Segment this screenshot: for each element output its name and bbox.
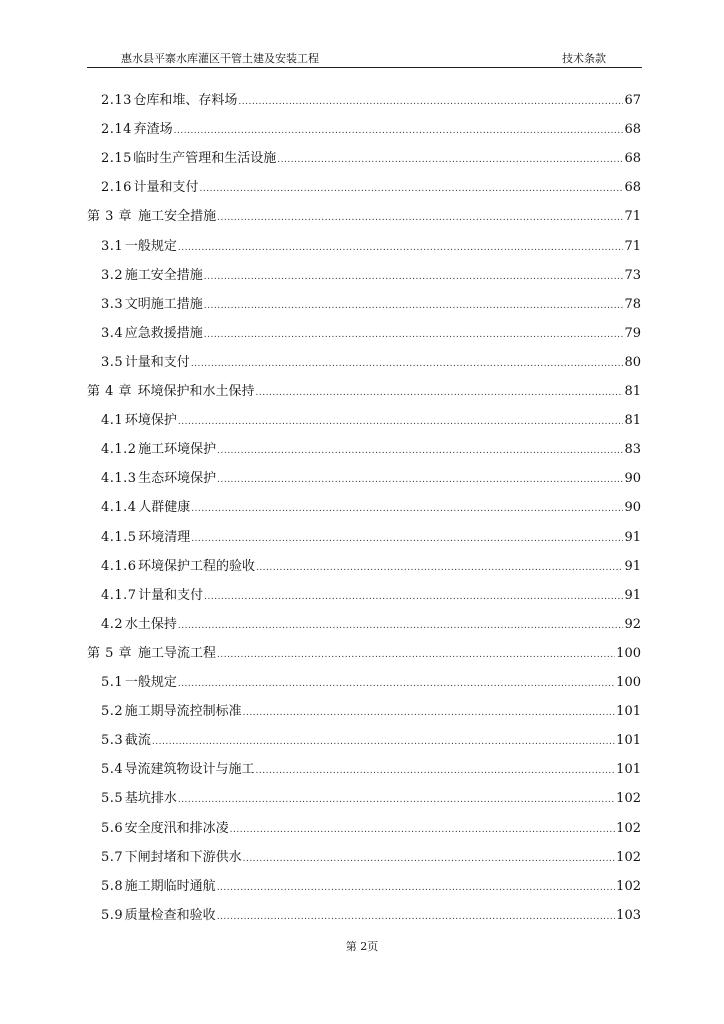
toc-entry-page-number: 100 <box>616 645 641 661</box>
toc-dot-leader <box>204 264 624 290</box>
toc-dot-leader <box>200 176 624 202</box>
toc-entry-title: 环境保护和水土保持 <box>137 384 255 399</box>
toc-section-entry[interactable] <box>101 525 641 551</box>
header-section-title: 技术条款 <box>562 52 606 65</box>
toc-section-entry[interactable] <box>101 350 641 376</box>
toc-entry-number: 5.1 <box>101 675 124 690</box>
toc-entry-title: 施工安全措施 <box>138 209 217 225</box>
toc-entry-page-number: 68 <box>624 180 641 196</box>
toc-entry-page-number: 78 <box>624 296 641 312</box>
toc-entry-number: 第 4 章 <box>87 384 133 399</box>
toc-entry-page-number: 81 <box>624 413 641 429</box>
toc-section-entry[interactable] <box>101 728 641 754</box>
toc-dot-leader <box>178 409 624 435</box>
toc-section-entry[interactable] <box>101 234 641 260</box>
toc-dot-leader <box>230 817 616 843</box>
toc-entry-title: 截流 <box>124 733 151 749</box>
toc-section-entry[interactable] <box>101 117 641 143</box>
header-project-title: 惠水县平寨水库灌区干管土建及安装工程 <box>121 52 319 65</box>
toc-entry-number: 5.9 <box>101 907 124 923</box>
toc-entry-number: 2.16 <box>101 180 132 196</box>
toc-dot-leader <box>191 496 623 522</box>
toc-chapter-entry[interactable] <box>87 641 641 667</box>
toc-section-entry[interactable] <box>101 699 641 725</box>
toc-dot-leader <box>191 526 623 552</box>
toc-entry-page-number: 79 <box>624 325 641 341</box>
toc-entry-number: 3.1 <box>101 238 124 254</box>
toc-dot-leader <box>277 147 623 173</box>
toc-entry-page-number: 91 <box>624 587 641 603</box>
toc-dot-leader <box>217 467 623 493</box>
toc-entry-number: 第 5 章 <box>87 645 133 661</box>
toc-entry-title: 文明施工措施 <box>124 296 203 312</box>
toc-section-entry[interactable] <box>101 88 641 114</box>
toc-entry-page-number: 102 <box>616 849 641 865</box>
toc-entry-title: 生态环境保护 <box>138 471 217 487</box>
toc-entry-page-number: 80 <box>624 354 641 370</box>
toc-dot-leader <box>174 118 624 144</box>
toc-section-entry[interactable] <box>101 292 641 318</box>
toc-entry-title: 环境保护 <box>124 413 177 429</box>
toc-section-entry[interactable] <box>101 554 641 580</box>
toc-entry-title: 导流建筑物设计与施工 <box>124 762 255 778</box>
toc-entry-title: 安全度汛和排冰凌 <box>124 820 229 836</box>
toc-entry-page-number: 101 <box>616 704 641 720</box>
toc-entry-number: 3.4 <box>101 325 124 341</box>
toc-entry-page-number: 102 <box>616 791 641 807</box>
toc-chapter-entry[interactable] <box>87 204 641 230</box>
toc-entry-number: 3.3 <box>101 296 124 312</box>
toc-entry-number: 3.5 <box>101 354 124 370</box>
toc-section-entry[interactable] <box>101 146 641 172</box>
toc-entry-page-number: 67 <box>624 93 641 108</box>
toc-entry-page-number: 103 <box>616 907 641 923</box>
toc-entry-title: 施工期临时通航 <box>124 878 216 894</box>
toc-section-entry[interactable] <box>101 757 641 783</box>
toc-section-entry[interactable] <box>101 437 641 463</box>
toc-section-entry[interactable] <box>101 816 641 842</box>
toc-entry-page-number: 68 <box>624 151 641 167</box>
toc-entry-title: 一般规定 <box>124 238 177 254</box>
toc-entry-number: 3.2 <box>101 267 124 283</box>
toc-entry-page-number: 91 <box>624 558 641 574</box>
toc-entry-page-number: 92 <box>624 616 641 632</box>
toc-dot-leader <box>238 89 623 115</box>
toc-section-entry[interactable] <box>101 263 641 289</box>
toc-entry-title: 临时生产管理和生活设施 <box>133 151 277 167</box>
toc-entry-title: 环境保护工程的验收 <box>137 558 255 574</box>
toc-entry-number: 5.8 <box>101 878 124 894</box>
toc-section-entry[interactable] <box>101 408 641 434</box>
toc-dot-leader <box>204 584 623 610</box>
toc-dot-leader <box>217 904 615 930</box>
toc-entry-title: 质量检查和验收 <box>124 907 216 923</box>
toc-section-entry[interactable] <box>101 786 641 812</box>
page-header <box>87 52 642 68</box>
toc-entry-title: 计量和支付 <box>138 587 204 603</box>
toc-entry-page-number: 91 <box>624 529 641 545</box>
toc-dot-leader <box>191 351 624 377</box>
toc-dot-leader <box>256 758 616 784</box>
toc-dot-leader <box>243 846 616 872</box>
toc-entry-title: 计量和支付 <box>133 180 199 196</box>
toc-section-entry[interactable] <box>101 845 641 871</box>
toc-dot-leader <box>178 671 615 697</box>
toc-entry-title: 施工安全措施 <box>124 267 203 283</box>
toc-entry-number: 5.3 <box>101 733 124 749</box>
toc-dot-leader <box>204 322 624 348</box>
toc-entry-title: 下闸封堵和下游供水 <box>124 849 242 865</box>
toc-dot-leader <box>217 642 615 668</box>
toc-entry-number: 第 3 章 <box>87 209 133 225</box>
toc-dot-leader <box>178 787 615 813</box>
toc-entry-title: 计量和支付 <box>124 354 190 370</box>
toc-entry-number: 4.2 <box>101 616 124 632</box>
toc-section-entry[interactable] <box>101 903 641 929</box>
toc-entry-title: 一般规定 <box>124 675 177 690</box>
toc-section-entry[interactable] <box>101 874 641 900</box>
toc-entry-page-number: 101 <box>616 762 641 778</box>
toc-entry-page-number: 90 <box>624 500 641 516</box>
toc-section-entry[interactable] <box>101 612 641 638</box>
toc-entry-title: 弃渣场 <box>133 122 173 138</box>
toc-entry-number: 4.1.6 <box>101 558 137 574</box>
toc-entry-title: 水土保持 <box>124 616 177 632</box>
toc-section-entry[interactable] <box>101 495 641 521</box>
header-divider <box>87 67 642 68</box>
toc-dot-leader <box>152 729 615 755</box>
toc-entry-number: 5.6 <box>101 820 124 836</box>
toc-entry-title: 基坑排水 <box>124 791 177 807</box>
toc-entry-number: 5.5 <box>101 791 124 807</box>
toc-section-entry[interactable] <box>101 175 641 201</box>
toc-entry-title: 环境清理 <box>138 529 191 545</box>
toc-entry-title: 施工导流工程 <box>137 645 216 661</box>
toc-section-entry[interactable] <box>101 466 641 492</box>
toc-section-entry[interactable] <box>101 583 641 609</box>
toc-entry-page-number: 83 <box>624 442 641 458</box>
toc-entry-page-number: 102 <box>616 878 641 894</box>
toc-entry-page-number: 68 <box>624 122 641 138</box>
toc-entry-page-number: 81 <box>624 384 641 399</box>
toc-dot-leader <box>217 205 623 231</box>
toc-entry-page-number: 71 <box>624 238 641 254</box>
toc-entry-number: 4.1 <box>101 413 124 429</box>
toc-entry-page-number: 71 <box>624 209 641 225</box>
toc-entry-title: 应急救援措施 <box>124 325 203 341</box>
toc-entry-page-number: 101 <box>616 733 641 749</box>
toc-dot-leader <box>256 555 624 581</box>
toc-dot-leader <box>243 700 616 726</box>
toc-entry-page-number: 102 <box>616 820 641 836</box>
toc-entry-number: 2.13 <box>101 93 132 108</box>
page-footer <box>0 940 724 954</box>
toc-entry-number: 4.1.2 <box>101 442 137 458</box>
toc-dot-leader <box>178 613 624 639</box>
toc-entry-number: 5.2 <box>101 704 124 720</box>
toc-entry-number: 5.7 <box>101 849 124 865</box>
toc-dot-leader <box>217 875 615 901</box>
toc-entry-number: 4.1.3 <box>101 471 137 487</box>
toc-entry-number: 5.4 <box>101 762 124 778</box>
page-number-label: 第 2页 <box>345 940 379 953</box>
toc-section-entry[interactable] <box>101 670 641 696</box>
toc-entry-page-number: 90 <box>624 471 641 487</box>
toc-entry-number: 4.1.4 <box>101 500 137 516</box>
toc-entry-number: 2.14 <box>101 122 132 138</box>
toc-dot-leader <box>204 293 624 319</box>
toc-section-entry[interactable] <box>101 321 641 347</box>
toc-entry-number: 4.1.7 <box>101 587 137 603</box>
toc-dot-leader <box>217 438 623 464</box>
toc-entry-title: 仓库和堆、存料场 <box>133 93 238 108</box>
toc-entry-number: 4.1.5 <box>101 529 137 545</box>
toc-chapter-entry[interactable] <box>87 379 641 405</box>
toc-dot-leader <box>178 235 624 261</box>
toc-entry-page-number: 100 <box>616 675 641 690</box>
toc-dot-leader <box>256 380 624 406</box>
toc-entry-title: 人群健康 <box>138 500 191 516</box>
toc-entry-page-number: 73 <box>624 267 641 283</box>
toc-entry-title: 施工环境保护 <box>138 442 217 458</box>
toc-entry-title: 施工期导流控制标准 <box>124 704 242 720</box>
toc-entry-number: 2.15 <box>101 151 132 167</box>
